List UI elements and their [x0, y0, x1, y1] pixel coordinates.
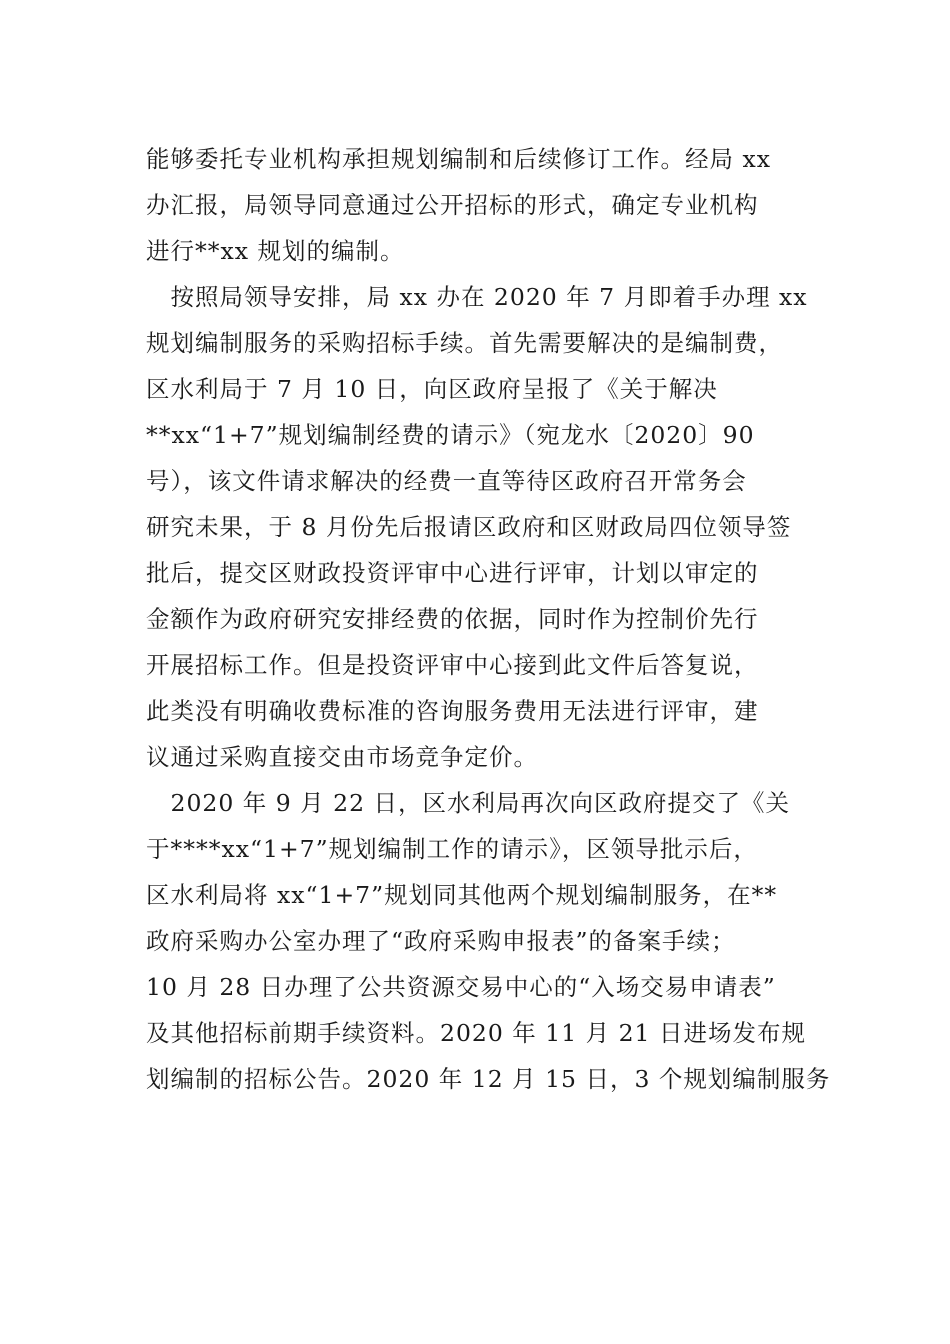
text-line: 金额作为政府研究安排经费的依据，同时作为控制价先行 — [146, 605, 759, 633]
text-line: 2020 年 9 月 22 日，区水利局再次向区政府提交了《关 — [146, 789, 791, 817]
text-line: 10 月 28 日办理了公共资源交易中心的“入场交易申请表” — [146, 973, 776, 1001]
text-line: 划编制的招标公告。2020 年 12 月 15 日，3 个规划编制服务 — [146, 1065, 831, 1093]
text-line: **xx“1+7”规划编制经费的请示》（宛龙水〔2020〕90 — [146, 421, 755, 449]
text-line: 开展招标工作。但是投资评审中心接到此文件后答复说， — [146, 651, 759, 679]
text-line: 于****xx“1+7”规划编制工作的请示》，区领导批示后， — [146, 835, 758, 863]
text-line: 研究未果，于 8 月份先后报请区政府和区财政局四位领导签 — [146, 513, 792, 541]
text-line: 号），该文件请求解决的经费一直等待区政府召开常务会 — [146, 467, 747, 495]
text-line: 及其他招标前期手续资料。2020 年 11 月 21 日进场发布规 — [146, 1019, 806, 1047]
document-body — [146, 136, 831, 1102]
text-line: 能够委托专业机构承担规划编制和后续修订工作。经局 xx — [146, 145, 771, 173]
text-line: 按照局领导安排，局 xx 办在 2020 年 7 月即着手办理 xx — [146, 283, 808, 311]
text-line: 办汇报，局领导同意通过公开招标的形式，确定专业机构 — [146, 191, 759, 219]
text-line: 区水利局于 7 月 10 日，向区政府呈报了《关于解决 — [146, 375, 718, 403]
text-line: 议通过采购直接交由市场竞争定价。 — [146, 743, 538, 771]
text-line: 批后，提交区财政投资评审中心进行评审，计划以审定的 — [146, 559, 759, 587]
text-line: 区水利局将 xx“1+7”规划同其他两个规划编制服务，在** — [146, 881, 778, 909]
text-line: 政府采购办公室办理了“政府采购申报表”的备案手续； — [146, 927, 736, 955]
text-line: 此类没有明确收费标准的咨询服务费用无法进行评审，建 — [146, 697, 759, 725]
text-line: 规划编制服务的采购招标手续。首先需要解决的是编制费， — [146, 329, 783, 357]
text-line: 进行**xx 规划的编制。 — [146, 237, 405, 265]
